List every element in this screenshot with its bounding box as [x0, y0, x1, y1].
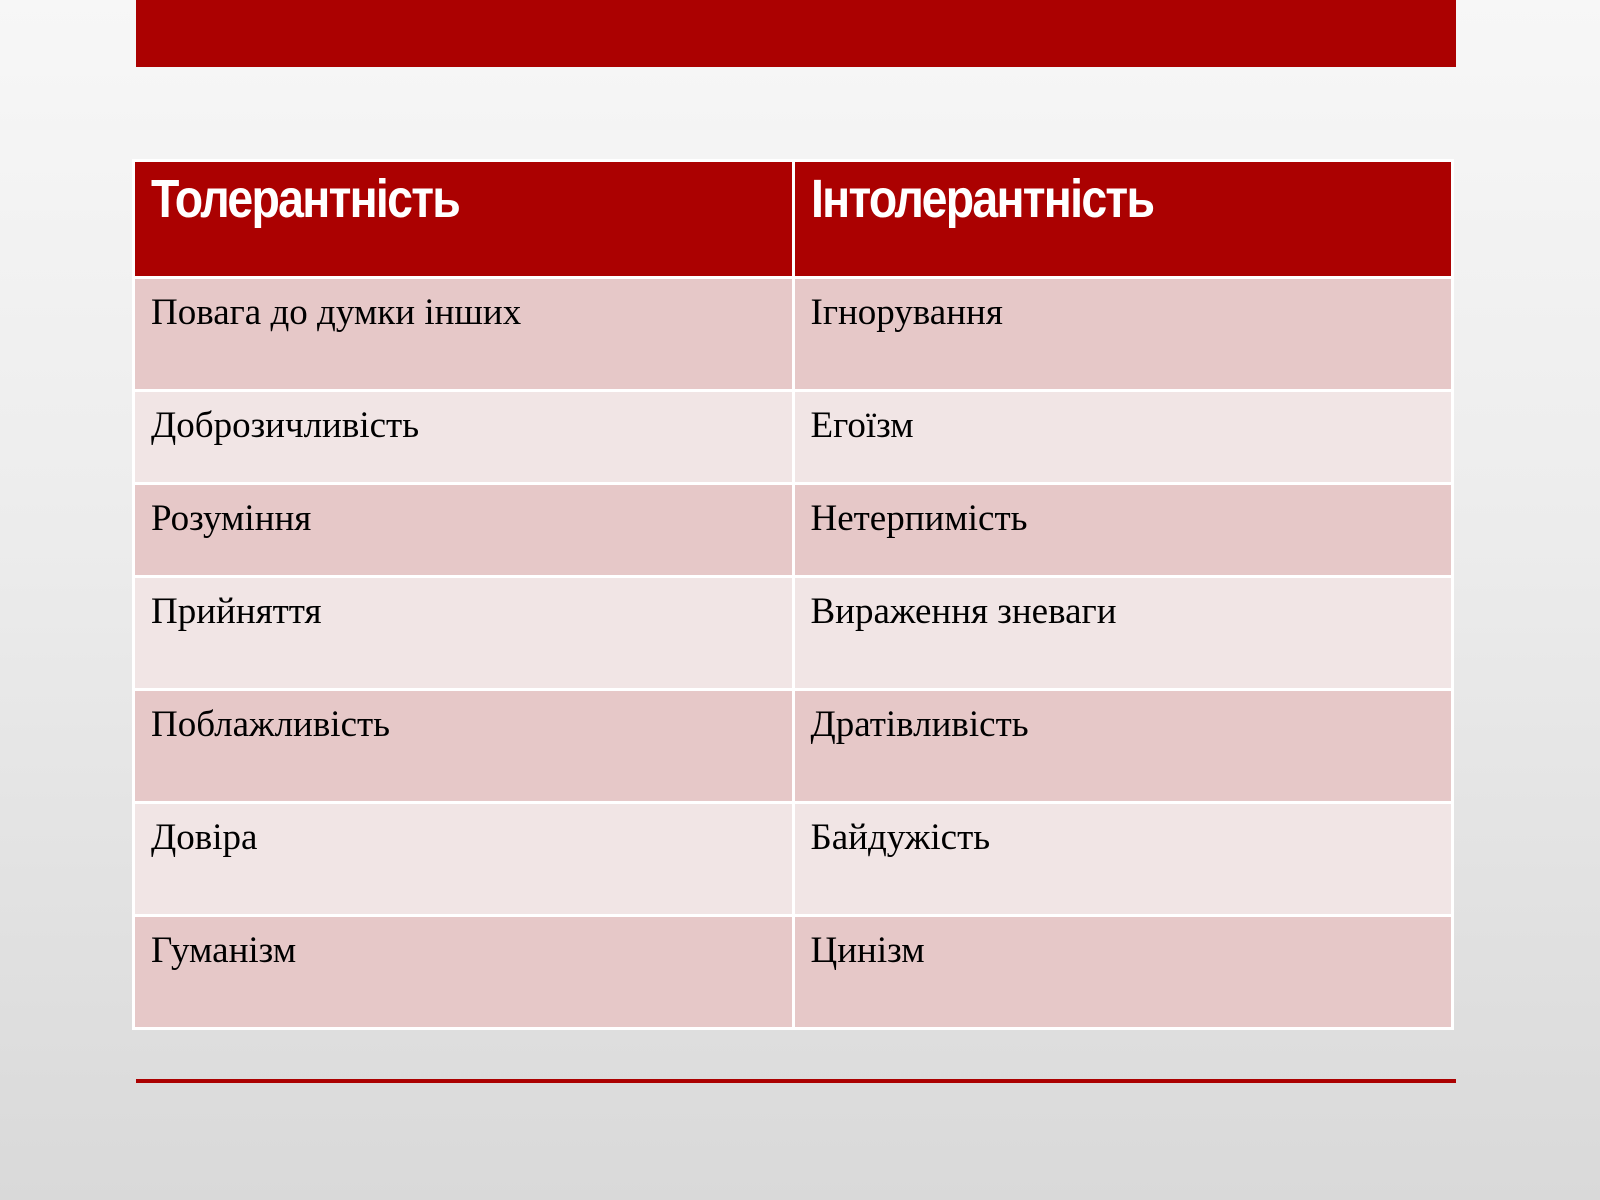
tolerance-cell: Доброзичливість	[134, 391, 794, 484]
tolerance-cell: Гуманізм	[134, 916, 794, 1029]
header-tolerance: Толерантність	[134, 161, 794, 278]
table-row	[134, 803, 1453, 916]
tolerance-cell: Поблажливість	[134, 690, 794, 803]
intolerance-cell: Цинізм	[793, 916, 1453, 1029]
intolerance-cell: Вираження зневаги	[793, 577, 1453, 690]
intolerance-cell: Байдужість	[793, 803, 1453, 916]
table-header-row	[134, 161, 1453, 278]
table-row	[134, 391, 1453, 484]
intolerance-cell: Ігнорування	[793, 278, 1453, 391]
table-row	[134, 484, 1453, 577]
intolerance-cell: Нетерпимість	[793, 484, 1453, 577]
top-accent-bar	[136, 0, 1456, 67]
bottom-accent-rule	[136, 1079, 1456, 1083]
header-intolerance: Інтолерантність	[793, 161, 1453, 278]
table-row	[134, 278, 1453, 391]
intolerance-cell: Дратівливість	[793, 690, 1453, 803]
tolerance-cell: Прийняття	[134, 577, 794, 690]
tolerance-cell: Довіра	[134, 803, 794, 916]
table-row	[134, 577, 1453, 690]
table-row	[134, 916, 1453, 1029]
intolerance-cell: Егоїзм	[793, 391, 1453, 484]
comparison-table	[132, 159, 1454, 1030]
tolerance-cell: Повага до думки інших	[134, 278, 794, 391]
tolerance-cell: Розуміння	[134, 484, 794, 577]
table-row	[134, 690, 1453, 803]
